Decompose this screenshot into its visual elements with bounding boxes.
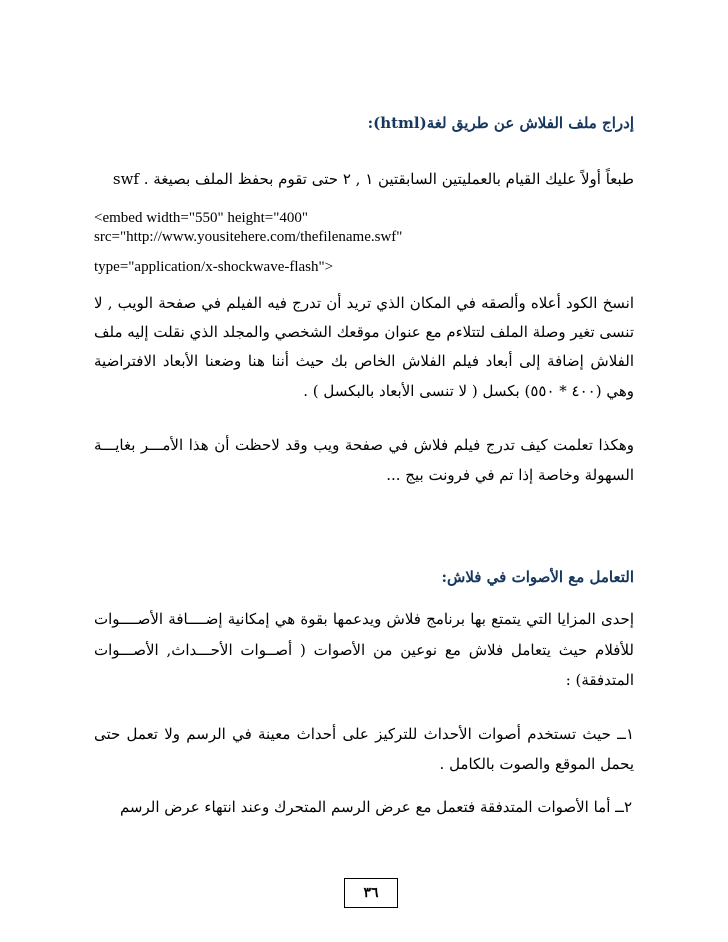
- paragraph-intro: طبعاً أولاً عليك القيام بالعمليتين السابقتين ١ , ٢ حتى تقوم بحفظ الملف بصيغة . swf: [112, 170, 634, 188]
- list-item-stream-sounds-line-1: ٢ــ أما الأصوات المتدفقة فتعمل مع عرض الرسم المتحرك وعند انتهاء عرض الرسم: [119, 798, 632, 816]
- heading-insert-flash-html: إدراج ملف الفلاش عن طريق لغة(html):: [367, 114, 634, 132]
- paragraph-sounds-line-2: للأفلام حيث يتعامل فلاش مع نوعين من الأصوات ( أصــوات الأحـــداث, الأصـــوات: [94, 641, 634, 659]
- paragraph-copy-code-line-1: انسخ الكود أعلاه وألصقه في المكان الذي تريد أن تدرج فيه الفيلم في صفحة الويب , لا: [94, 294, 634, 312]
- paragraph-copy-code-line-4: وهي (٤٠٠ * ٥٥٠) بكسل ( لا تنسى الأبعاد بالبكسل ) .: [303, 382, 634, 400]
- list-item-event-sounds-line-2: يحمل الموقع والصوت بالكامل .: [439, 755, 634, 773]
- heading-sounds-in-flash: التعامل مع الأصوات في فلاش:: [441, 568, 634, 586]
- paragraph-copy-code-line-3: الفلاش إضافة إلى أبعاد فيلم الفلاش الخاص بك حيث أننا هنا وضعنا الأبعاد الافتراضية: [94, 352, 634, 370]
- list-item-event-sounds-line-1: ١ــ حيث تستخدم أصوات الأحداث للتركيز على أحداث معينة في الرسم ولا تعمل حتى: [94, 725, 634, 743]
- code-line-3: type="application/x-shockwave-flash">: [94, 259, 334, 275]
- paragraph-sounds-line-3: المتدفقة) :: [565, 671, 634, 689]
- code-line-2: src="http://www.yousitehere.com/thefilename.swf": [94, 229, 403, 245]
- paragraph-sounds-line-1: إحدى المزايا التي يتمتع بها برنامج فلاش ويدعمها بقوة هي إمكانية إضــــافة الأصــــوات: [94, 610, 634, 628]
- page-number-box: ٣٦: [344, 878, 398, 908]
- paragraph-conclusion-line-2: السهولة وخاصة إذا تم في فرونت بيج ...: [386, 466, 634, 484]
- paragraph-conclusion-line-1: وهكذا تعلمت كيف تدرج فيلم فلاش في صفحة ويب وقد لاحظت أن هذا الأمـــر بغايـــة: [94, 436, 634, 454]
- code-line-1: <embed width="550" height="400": [94, 210, 309, 226]
- paragraph-copy-code-line-2: تنسى تغير وصلة الملف لتتلاءم مع عنوان موقعك الشخصي والمجلد الذي نقلت إليه ملف: [94, 323, 634, 341]
